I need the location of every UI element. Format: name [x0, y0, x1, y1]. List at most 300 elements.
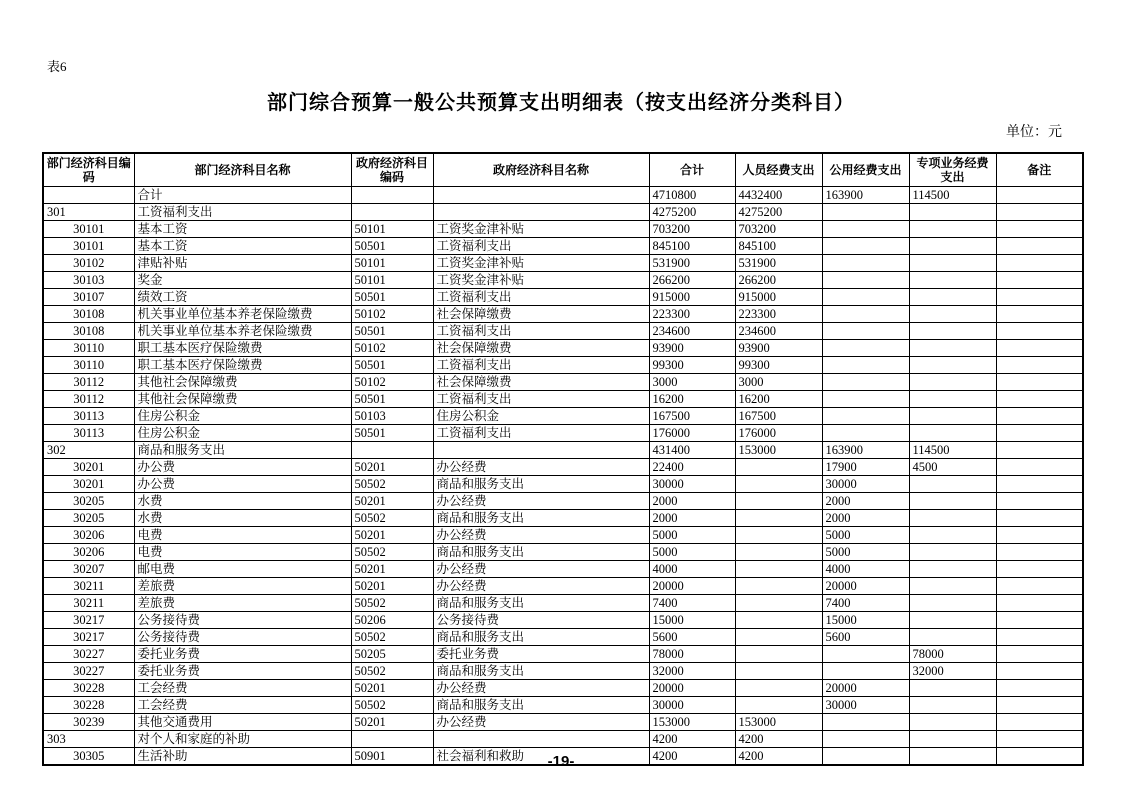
cell-personnel [735, 646, 822, 663]
cell-remark [996, 187, 1083, 204]
cell-gov-code: 50502 [351, 476, 433, 493]
cell-dept-name: 其他社会保障缴费 [134, 374, 351, 391]
cell-dept-code: 30227 [43, 646, 134, 663]
cell-gov-code: 50201 [351, 527, 433, 544]
cell-dept-code: 30217 [43, 629, 134, 646]
cell-total: 30000 [649, 476, 735, 493]
cell-gov-code [351, 731, 433, 748]
column-header-dept-name: 部门经济科目名称 [134, 153, 351, 187]
table-row [43, 731, 1083, 748]
cell-gov-name: 社会保障缴费 [433, 340, 649, 357]
cell-personnel: 4200 [735, 748, 822, 766]
cell-dept-name: 工会经费 [134, 697, 351, 714]
cell-dept-name: 差旅费 [134, 595, 351, 612]
cell-public: 5000 [822, 544, 909, 561]
table-row [43, 238, 1083, 255]
cell-special [909, 204, 996, 221]
cell-public: 17900 [822, 459, 909, 476]
cell-remark [996, 680, 1083, 697]
cell-personnel [735, 561, 822, 578]
cell-remark [996, 476, 1083, 493]
cell-remark [996, 595, 1083, 612]
cell-special [909, 629, 996, 646]
cell-special [909, 425, 996, 442]
table-row [43, 714, 1083, 731]
cell-total: 4710800 [649, 187, 735, 204]
cell-personnel: 845100 [735, 238, 822, 255]
cell-dept-code: 30239 [43, 714, 134, 731]
cell-personnel: 153000 [735, 714, 822, 731]
cell-gov-code: 50501 [351, 323, 433, 340]
cell-gov-code: 50201 [351, 714, 433, 731]
cell-gov-code [351, 204, 433, 221]
cell-remark [996, 340, 1083, 357]
table-row [43, 646, 1083, 663]
cell-special [909, 578, 996, 595]
cell-special [909, 612, 996, 629]
cell-total: 3000 [649, 374, 735, 391]
cell-dept-code: 30205 [43, 493, 134, 510]
cell-total: 7400 [649, 595, 735, 612]
table-row [43, 306, 1083, 323]
cell-dept-name: 公务接待费 [134, 612, 351, 629]
cell-gov-code: 50501 [351, 238, 433, 255]
budget-table [42, 152, 1084, 766]
table-row [43, 289, 1083, 306]
table-number-label: 表6 [47, 59, 67, 74]
cell-remark [996, 255, 1083, 272]
cell-gov-code: 50201 [351, 493, 433, 510]
cell-dept-code: 30112 [43, 391, 134, 408]
cell-gov-name: 商品和服务支出 [433, 595, 649, 612]
cell-gov-code: 50101 [351, 255, 433, 272]
cell-remark [996, 374, 1083, 391]
cell-dept-name: 工资福利支出 [134, 204, 351, 221]
cell-public [822, 357, 909, 374]
cell-total: 5000 [649, 527, 735, 544]
cell-gov-name: 工资奖金津补贴 [433, 255, 649, 272]
cell-total: 167500 [649, 408, 735, 425]
cell-gov-code: 50501 [351, 425, 433, 442]
cell-personnel [735, 578, 822, 595]
cell-dept-code: 30113 [43, 425, 134, 442]
cell-gov-name: 办公经费 [433, 527, 649, 544]
column-header-total: 合计 [649, 153, 735, 187]
table-row [43, 459, 1083, 476]
cell-total: 153000 [649, 714, 735, 731]
cell-dept-code: 30113 [43, 408, 134, 425]
cell-special [909, 510, 996, 527]
cell-special [909, 408, 996, 425]
cell-gov-name: 商品和服务支出 [433, 544, 649, 561]
cell-dept-name: 委托业务费 [134, 663, 351, 680]
cell-public: 15000 [822, 612, 909, 629]
table-row [43, 340, 1083, 357]
cell-personnel [735, 595, 822, 612]
cell-total: 234600 [649, 323, 735, 340]
cell-dept-code: 30102 [43, 255, 134, 272]
cell-dept-name: 机关事业单位基本养老保险缴费 [134, 306, 351, 323]
cell-personnel: 93900 [735, 340, 822, 357]
cell-personnel [735, 527, 822, 544]
table-row [43, 561, 1083, 578]
cell-remark [996, 459, 1083, 476]
cell-public [822, 289, 909, 306]
cell-remark [996, 578, 1083, 595]
cell-special [909, 544, 996, 561]
cell-public [822, 714, 909, 731]
cell-total: 22400 [649, 459, 735, 476]
cell-total: 2000 [649, 510, 735, 527]
table-row [43, 357, 1083, 374]
cell-special [909, 595, 996, 612]
cell-dept-code: 30305 [43, 748, 134, 766]
cell-total: 4275200 [649, 204, 735, 221]
cell-gov-name: 商品和服务支出 [433, 510, 649, 527]
cell-dept-code: 30101 [43, 221, 134, 238]
cell-total: 16200 [649, 391, 735, 408]
cell-personnel: 266200 [735, 272, 822, 289]
cell-gov-name: 公务接待费 [433, 612, 649, 629]
cell-gov-name: 办公经费 [433, 578, 649, 595]
cell-gov-code: 50201 [351, 459, 433, 476]
cell-special [909, 476, 996, 493]
cell-gov-name: 工资奖金津补贴 [433, 221, 649, 238]
column-header-special: 专项业务经费支出 [909, 153, 996, 187]
cell-total: 78000 [649, 646, 735, 663]
cell-remark [996, 204, 1083, 221]
cell-dept-name: 住房公积金 [134, 425, 351, 442]
cell-gov-name: 工资福利支出 [433, 323, 649, 340]
cell-gov-code: 50501 [351, 289, 433, 306]
cell-gov-code [351, 442, 433, 459]
cell-dept-code: 30201 [43, 476, 134, 493]
cell-dept-code: 301 [43, 204, 134, 221]
cell-total: 20000 [649, 578, 735, 595]
cell-special [909, 697, 996, 714]
cell-personnel: 176000 [735, 425, 822, 442]
cell-remark [996, 357, 1083, 374]
page-title: 部门综合预算一般公共预算支出明细表（按支出经济分类科目） [267, 92, 855, 114]
cell-public: 7400 [822, 595, 909, 612]
cell-dept-name: 水费 [134, 493, 351, 510]
cell-remark [996, 629, 1083, 646]
cell-dept-name: 公务接待费 [134, 629, 351, 646]
cell-dept-code: 30205 [43, 510, 134, 527]
cell-total: 15000 [649, 612, 735, 629]
cell-dept-code: 30110 [43, 340, 134, 357]
table-header-row [43, 153, 1083, 187]
cell-dept-code: 30211 [43, 595, 134, 612]
page-number: -19- [547, 753, 575, 770]
cell-public: 20000 [822, 578, 909, 595]
cell-gov-name: 工资奖金津补贴 [433, 272, 649, 289]
table-row [43, 493, 1083, 510]
cell-remark [996, 391, 1083, 408]
cell-personnel: 153000 [735, 442, 822, 459]
cell-gov-name [433, 204, 649, 221]
cell-personnel [735, 697, 822, 714]
cell-gov-code [351, 187, 433, 204]
cell-dept-name: 其他社会保障缴费 [134, 391, 351, 408]
table-row [43, 255, 1083, 272]
cell-special [909, 323, 996, 340]
cell-dept-code: 30110 [43, 357, 134, 374]
cell-remark [996, 323, 1083, 340]
cell-total: 93900 [649, 340, 735, 357]
cell-special [909, 731, 996, 748]
column-header-personnel: 人员经费支出 [735, 153, 822, 187]
cell-dept-name: 邮电费 [134, 561, 351, 578]
cell-total: 4200 [649, 748, 735, 766]
cell-special: 114500 [909, 187, 996, 204]
cell-special [909, 289, 996, 306]
cell-gov-code: 50201 [351, 578, 433, 595]
cell-gov-code: 50901 [351, 748, 433, 766]
unit-label: 单位：元 [1006, 125, 1062, 140]
cell-gov-code: 50103 [351, 408, 433, 425]
cell-gov-code: 50502 [351, 697, 433, 714]
cell-personnel [735, 612, 822, 629]
cell-gov-name: 工资福利支出 [433, 425, 649, 442]
cell-personnel [735, 493, 822, 510]
cell-total: 531900 [649, 255, 735, 272]
cell-remark [996, 612, 1083, 629]
cell-gov-name: 办公经费 [433, 714, 649, 731]
table-row [43, 425, 1083, 442]
cell-dept-code: 30206 [43, 527, 134, 544]
cell-dept-name: 委托业务费 [134, 646, 351, 663]
cell-dept-name: 职工基本医疗保险缴费 [134, 340, 351, 357]
column-header-dept-code: 部门经济科目编码 [43, 153, 134, 187]
cell-remark [996, 306, 1083, 323]
cell-gov-name: 商品和服务支出 [433, 629, 649, 646]
cell-gov-name [433, 442, 649, 459]
cell-public [822, 408, 909, 425]
cell-gov-name: 办公经费 [433, 493, 649, 510]
cell-public [822, 374, 909, 391]
table-row [43, 408, 1083, 425]
cell-remark [996, 272, 1083, 289]
cell-dept-name: 津贴补贴 [134, 255, 351, 272]
table-header [43, 153, 1083, 187]
cell-dept-name: 水费 [134, 510, 351, 527]
cell-gov-code: 50502 [351, 510, 433, 527]
cell-public: 30000 [822, 476, 909, 493]
table-body [43, 187, 1083, 766]
cell-gov-name: 商品和服务支出 [433, 697, 649, 714]
table-row [43, 272, 1083, 289]
cell-gov-name: 社会福利和救助 [433, 748, 649, 766]
cell-special [909, 272, 996, 289]
cell-dept-name: 差旅费 [134, 578, 351, 595]
column-header-public: 公用经费支出 [822, 153, 909, 187]
cell-personnel: 223300 [735, 306, 822, 323]
cell-dept-code: 30211 [43, 578, 134, 595]
cell-special [909, 357, 996, 374]
cell-special: 78000 [909, 646, 996, 663]
cell-dept-name: 奖金 [134, 272, 351, 289]
cell-special: 4500 [909, 459, 996, 476]
cell-dept-name: 办公费 [134, 459, 351, 476]
cell-total: 431400 [649, 442, 735, 459]
cell-public [822, 238, 909, 255]
cell-personnel: 915000 [735, 289, 822, 306]
cell-total: 223300 [649, 306, 735, 323]
cell-public [822, 391, 909, 408]
cell-dept-name: 工会经费 [134, 680, 351, 697]
cell-dept-code: 30103 [43, 272, 134, 289]
column-header-gov-code: 政府经济科目编码 [351, 153, 433, 187]
cell-gov-code: 50502 [351, 663, 433, 680]
cell-remark [996, 221, 1083, 238]
cell-dept-name: 对个人和家庭的补助 [134, 731, 351, 748]
cell-public: 163900 [822, 442, 909, 459]
cell-dept-name: 其他交通费用 [134, 714, 351, 731]
cell-personnel: 4432400 [735, 187, 822, 204]
cell-personnel [735, 629, 822, 646]
cell-dept-code: 30228 [43, 697, 134, 714]
cell-public [822, 646, 909, 663]
table-row [43, 595, 1083, 612]
cell-gov-name: 工资福利支出 [433, 391, 649, 408]
cell-gov-name [433, 187, 649, 204]
cell-special [909, 714, 996, 731]
cell-personnel [735, 510, 822, 527]
cell-gov-code: 50102 [351, 306, 433, 323]
table-row [43, 476, 1083, 493]
cell-special [909, 493, 996, 510]
cell-personnel: 3000 [735, 374, 822, 391]
cell-gov-code: 50501 [351, 391, 433, 408]
cell-total: 2000 [649, 493, 735, 510]
cell-dept-name: 合计 [134, 187, 351, 204]
table-row [43, 629, 1083, 646]
cell-special [909, 221, 996, 238]
column-header-remark: 备注 [996, 153, 1083, 187]
cell-remark [996, 510, 1083, 527]
cell-gov-name: 商品和服务支出 [433, 476, 649, 493]
cell-gov-code: 50502 [351, 629, 433, 646]
cell-public [822, 255, 909, 272]
cell-total: 915000 [649, 289, 735, 306]
cell-special [909, 391, 996, 408]
cell-public [822, 425, 909, 442]
cell-public [822, 204, 909, 221]
cell-remark [996, 442, 1083, 459]
cell-special [909, 238, 996, 255]
cell-total: 5000 [649, 544, 735, 561]
cell-dept-code: 30217 [43, 612, 134, 629]
cell-personnel [735, 459, 822, 476]
cell-total: 4200 [649, 731, 735, 748]
cell-personnel: 4200 [735, 731, 822, 748]
cell-total: 266200 [649, 272, 735, 289]
cell-special [909, 255, 996, 272]
cell-public [822, 306, 909, 323]
cell-remark [996, 697, 1083, 714]
cell-gov-code: 50201 [351, 680, 433, 697]
table-row [43, 527, 1083, 544]
cell-total: 30000 [649, 697, 735, 714]
cell-total: 32000 [649, 663, 735, 680]
cell-total: 4000 [649, 561, 735, 578]
cell-dept-code: 30206 [43, 544, 134, 561]
cell-dept-name: 商品和服务支出 [134, 442, 351, 459]
cell-public [822, 731, 909, 748]
cell-dept-code [43, 187, 134, 204]
table-row [43, 544, 1083, 561]
cell-gov-code: 50502 [351, 595, 433, 612]
cell-gov-code: 50206 [351, 612, 433, 629]
cell-personnel: 99300 [735, 357, 822, 374]
table-row [43, 187, 1083, 204]
cell-gov-code: 50502 [351, 544, 433, 561]
cell-gov-name: 委托业务费 [433, 646, 649, 663]
cell-total: 845100 [649, 238, 735, 255]
cell-remark [996, 663, 1083, 680]
cell-special [909, 374, 996, 391]
cell-dept-code: 30108 [43, 323, 134, 340]
cell-public: 20000 [822, 680, 909, 697]
cell-remark [996, 289, 1083, 306]
cell-special [909, 561, 996, 578]
cell-remark [996, 408, 1083, 425]
cell-personnel: 531900 [735, 255, 822, 272]
cell-dept-code: 303 [43, 731, 134, 748]
cell-personnel: 4275200 [735, 204, 822, 221]
cell-special [909, 306, 996, 323]
cell-personnel [735, 663, 822, 680]
cell-dept-name: 住房公积金 [134, 408, 351, 425]
cell-gov-name: 办公经费 [433, 680, 649, 697]
cell-personnel [735, 544, 822, 561]
cell-special [909, 680, 996, 697]
cell-gov-code: 50101 [351, 272, 433, 289]
cell-remark [996, 714, 1083, 731]
cell-dept-name: 基本工资 [134, 238, 351, 255]
cell-public: 30000 [822, 697, 909, 714]
cell-public [822, 272, 909, 289]
cell-special [909, 340, 996, 357]
cell-gov-name: 商品和服务支出 [433, 663, 649, 680]
cell-dept-code: 30207 [43, 561, 134, 578]
table-row [43, 612, 1083, 629]
cell-dept-code: 30101 [43, 238, 134, 255]
cell-remark [996, 527, 1083, 544]
table-row [43, 221, 1083, 238]
cell-dept-name: 基本工资 [134, 221, 351, 238]
table-row [43, 374, 1083, 391]
cell-personnel: 234600 [735, 323, 822, 340]
cell-public [822, 663, 909, 680]
table-row [43, 578, 1083, 595]
cell-dept-code: 30107 [43, 289, 134, 306]
cell-total: 20000 [649, 680, 735, 697]
cell-public: 5600 [822, 629, 909, 646]
cell-dept-name: 办公费 [134, 476, 351, 493]
table-row [43, 680, 1083, 697]
cell-dept-name: 绩效工资 [134, 289, 351, 306]
cell-dept-code: 302 [43, 442, 134, 459]
table-row [43, 697, 1083, 714]
cell-public [822, 221, 909, 238]
cell-public: 4000 [822, 561, 909, 578]
cell-gov-name: 住房公积金 [433, 408, 649, 425]
table-row [43, 323, 1083, 340]
cell-dept-code: 30108 [43, 306, 134, 323]
cell-personnel [735, 476, 822, 493]
